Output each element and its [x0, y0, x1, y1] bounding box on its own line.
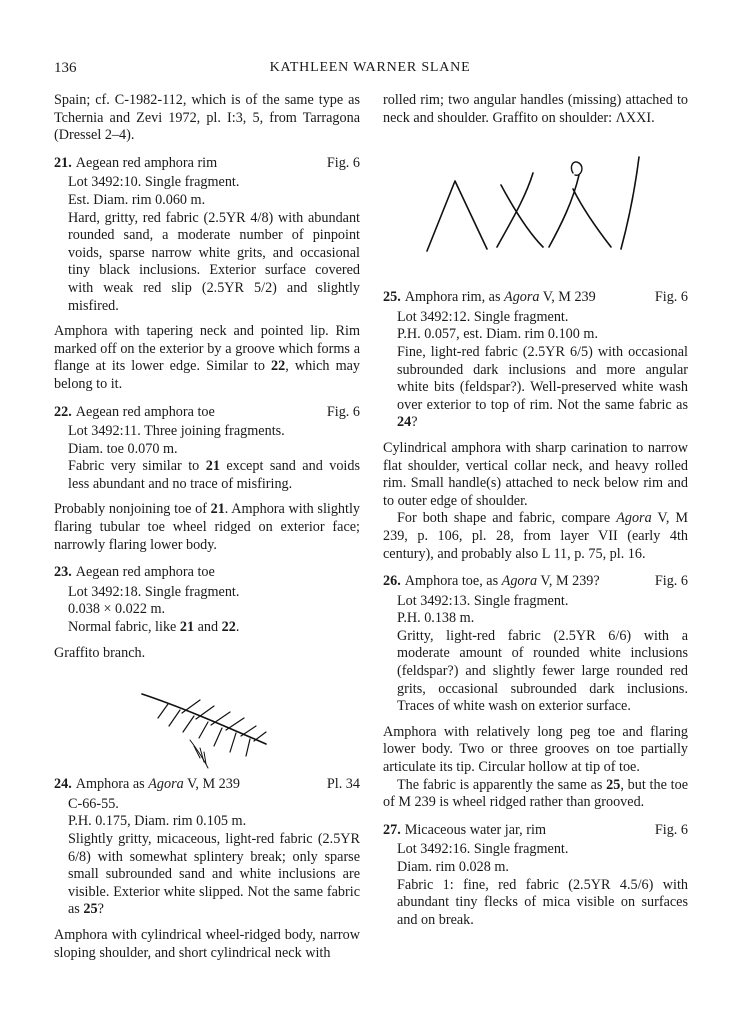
entry-24-description: Amphora with cylindrical wheel-ridged body, narrow sloping shoulder, and short cylindrical neck with	[54, 926, 360, 961]
entry-21-heading	[54, 155, 360, 173]
figure-reference: Fig. 6	[326, 403, 360, 420]
entry-25-heading: 25. Amphora rim, as Agora V, M 239 Fig. 6	[383, 289, 688, 306]
entry-21-details	[54, 174, 360, 315]
detail-line: Fabric 1: fine, red fabric (2.5YR 4.5/6) with abundant tiny flecks of mica visible on surfaces and on break.	[397, 876, 688, 928]
entry-title: Micaceous water jar, rim	[404, 821, 546, 838]
entry-25-comparison: For both shape and fabric, compare Agora V, M 239, p. 106, pl. 28, from layer VII (early 4th century), and probably also L 11, p. 75, pl. 16.	[383, 510, 688, 562]
entry-number: 24.	[54, 776, 72, 793]
plate-reference: Pl. 34	[326, 776, 360, 793]
detail-line: Lot 3492:16. Single fragment.	[397, 841, 569, 858]
detail-line: Diam. rim 0.028 m.	[397, 859, 509, 875]
entry-25-details	[383, 309, 688, 432]
entry-number: 22.	[54, 403, 72, 420]
detail-line: Normal fabric, like 21 and 22.	[68, 619, 240, 636]
detail-line: Lot 3492:13. Single fragment.	[397, 592, 569, 609]
entry-26-details	[383, 593, 688, 716]
detail-line: Slightly gritty, micaceous, light-red fabric (2.5YR 6/8) with somewhat splintery break; only sparse small subrounded sand and white inclusions are visible. Exterior white slipped. Not the same fabric as 25?	[68, 831, 360, 918]
figure-reference: Fig. 6	[654, 821, 688, 838]
entry-22-details	[54, 423, 360, 493]
detail-line: Lot 3492:10. Single fragment.	[68, 174, 240, 191]
detail-line: Gritty, light-red fabric (2.5YR 6/6) with a moderate amount of rounded white inclusions (feldspar?) and slightly fewer large rounded red grits, occasional subrounded dark inclusions. Traces of white wash on exterior surface.	[397, 627, 688, 715]
graffito-branch-drawing	[54, 668, 360, 776]
entry-title: Aegean red amphora rim	[75, 154, 218, 171]
running-head: KATHLEEN WARNER SLANE	[269, 60, 471, 75]
entry-number: 26.	[383, 573, 401, 590]
entry-21-description: Amphora with tapering neck and pointed lip. Rim marked off on the exterior by a groove which forms a flange at its lower edge. Similar to 22, which may belong to it.	[54, 323, 361, 392]
entry-25-description: Cylindrical amphora with sharp carination to narrow flat shoulder, vertical collar neck, and heavy rolled rim. Small handle(s) attached to neck below rim and to outer edge of shoulder.	[383, 439, 688, 509]
entry-number: 23.	[54, 564, 72, 581]
detail-line: 0.038 × 0.022 m.	[68, 601, 166, 618]
detail-line: Fine, light-red fabric (2.5YR 6/5) with occasional subrounded dark inclusions and more angular white bits (feldspar?). Well-preserved white wash over exterior to top of rim. Not the same fabric as 24?	[397, 343, 688, 431]
entry-24-heading: 24. Amphora as Agora V, M 239 Pl. 34	[54, 776, 360, 793]
entry-27-heading	[383, 822, 688, 840]
intro-paragraph: Spain; cf. C-1982-112, which is of the same type as Tchernia and Zevi 1972, pl. I:3, 5, from Tarragona (Dressel 2–4).	[54, 92, 360, 144]
entry-title: Aegean red amphora toe	[75, 403, 215, 420]
entry-27-details	[383, 841, 688, 929]
detail-line: Lot 3492:12. Single fragment.	[397, 308, 569, 325]
detail-line: Lot 3492:18. Single fragment.	[68, 583, 240, 600]
page-number: 136	[54, 60, 77, 76]
entry-22-heading	[54, 404, 360, 422]
entry-24-details	[54, 796, 360, 919]
figure-reference: Fig. 6	[654, 573, 688, 590]
entry-title: Aegean red amphora toe	[75, 564, 215, 581]
detail-line: Diam. toe 0.070 m.	[68, 440, 178, 457]
detail-line: C-66-55.	[68, 795, 119, 812]
entry-23-details	[54, 584, 360, 637]
detail-line: P.H. 0.175, Diam. rim 0.105 m.	[68, 813, 247, 830]
entry-26-fabric-note: The fabric is apparently the same as 25, but the toe of M 239 is wheel ridged rather than grooved.	[383, 776, 688, 811]
entry-23-description: Graffito branch.	[54, 644, 146, 661]
entry-number: 21.	[54, 154, 72, 171]
entry-24-description-continued: rolled rim; two angular handles (missing) attached to neck and shoulder. Graffito on shoulder: ΛΧΧΙ.	[383, 92, 688, 126]
detail-line: P.H. 0.057, est. Diam. rim 0.100 m.	[397, 326, 598, 343]
figure-reference: Fig. 6	[326, 154, 360, 171]
detail-line: Hard, gritty, red fabric (2.5YR 4/8) with abundant rounded sand, a moderate number of pinpoint voids, sparse narrow white grits, and occasional tiny black inclusions. Exterior surface covered with weak red slip (2.5YR 5/2) and slightly misfired.	[68, 209, 360, 314]
left-column	[54, 92, 360, 972]
entry-26-description: Amphora with relatively long peg toe and flaring lower body. Two or three grooves on toe partially articulate its tip. Circular hollow at tip of toe.	[383, 723, 688, 776]
entry-number: 25.	[383, 289, 401, 306]
graffito-axxi-drawing	[383, 129, 688, 289]
entry-22-description: Probably nonjoining toe of 21. Amphora with slightly flaring tubular toe wheel ridged on exterior face; narrowly flaring lower body.	[54, 501, 360, 553]
detail-line: P.H. 0.138 m.	[397, 610, 475, 627]
detail-line: Fabric very similar to 21 except sand and voids less abundant and no trace of misfiring.	[68, 458, 360, 492]
entry-26-heading: 26. Amphora toe, as Agora V, M 239? Fig. 6	[383, 573, 688, 590]
detail-line: Est. Diam. rim 0.060 m.	[68, 191, 206, 208]
entry-23-heading	[54, 564, 360, 582]
entry-number: 27.	[383, 821, 401, 838]
figure-reference: Fig. 6	[654, 289, 688, 306]
right-column	[383, 92, 688, 937]
detail-line: Lot 3492:11. Three joining fragments.	[68, 423, 285, 440]
